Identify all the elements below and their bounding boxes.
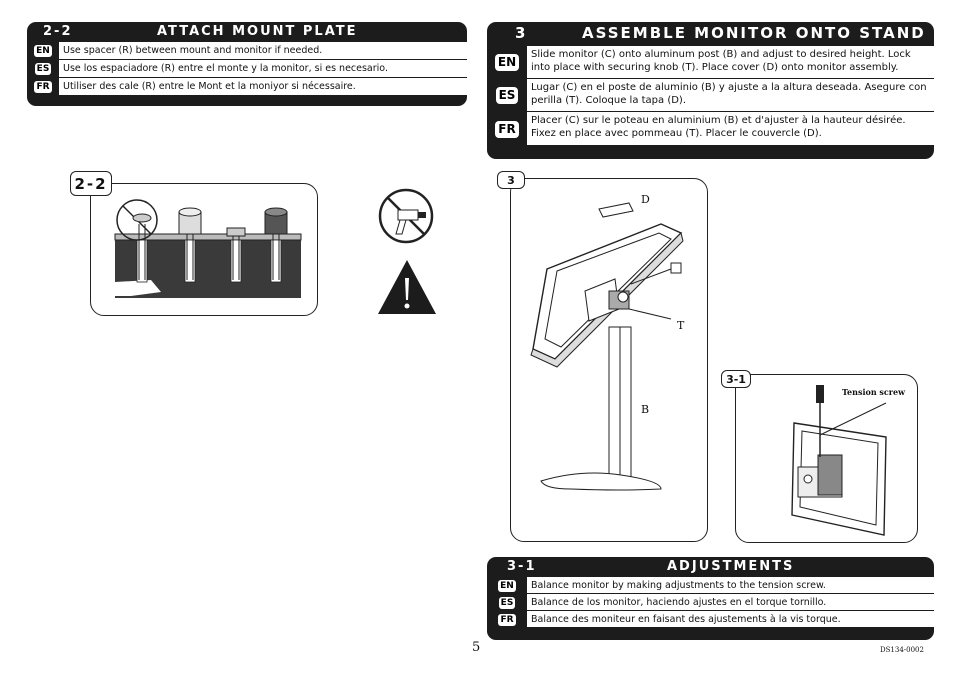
panel-header (487, 557, 934, 577)
lang-badge-fr: FR (495, 121, 518, 138)
instruction-text: Use los espaciadore (R) entre el monte y la monitor, si es necesario. (59, 60, 467, 78)
no-power-drill-icon (376, 186, 436, 246)
figure-3-label: 3 (497, 171, 525, 189)
instruction-text: Lugar (C) en el poste de aluminio (B) y ajuste a la altura deseada. Asegure con perilla (T). Coloque la tapa (D). (527, 79, 934, 112)
screw-spacer-illustration (91, 184, 319, 317)
lang-badge-fr: FR (36, 82, 50, 92)
instruction-text: Balance de los monitor, haciendo ajustes en el torque tornillo. (527, 594, 934, 611)
figure-3-1-box (735, 374, 918, 543)
instruction-text: Use spacer (R) between mount and monitor if needed. (59, 42, 467, 60)
lang-badge-es: ES (496, 87, 519, 104)
lang-badge-fr: FR (500, 614, 514, 625)
figure-3-1-label: 3-1 (721, 370, 751, 388)
tension-screw-label: Tension screw (842, 387, 905, 397)
instruction-text: Slide monitor (C) onto aluminum post (B) and adjust to desired height. Lock into place with securing knob (T). Place cover (D) onto monitor assembly. (527, 46, 934, 79)
lang-badge-es: ES (500, 597, 514, 608)
label-b: B (641, 403, 650, 416)
document-code: DS134-0002 (880, 646, 924, 654)
lang-badge-en: EN (36, 46, 50, 56)
instruction-rows (487, 577, 934, 628)
lang-badge-es: ES (36, 64, 50, 74)
adjustments-panel (487, 557, 934, 640)
figure-3-box (510, 178, 708, 542)
attach-mount-plate-panel (27, 22, 467, 106)
assemble-monitor-panel (487, 22, 934, 159)
panel-header (487, 22, 934, 46)
label-d: D (641, 193, 650, 206)
instruction-rows (27, 42, 467, 96)
instruction-text: Placer (C) sur le poteau en aluminium (B) et d'ajuster à la hauteur désirée. Fixez en place avec pommeau (T). Placer le couvercle (D). (527, 112, 934, 146)
monitor-stand-illustration (511, 179, 709, 543)
panel-title: ASSEMBLE MONITOR ONTO STAND (582, 24, 926, 42)
instruction-row-fr (487, 611, 934, 628)
instruction-row-es (27, 60, 467, 78)
tension-screw-illustration (736, 375, 919, 544)
warning-triangle-icon (376, 258, 438, 316)
instruction-rows (487, 46, 934, 146)
instruction-row-en (27, 42, 467, 60)
panel-header (27, 22, 467, 42)
instruction-text: Balance monitor by making adjustments to the tension screw. (527, 577, 934, 594)
lang-badge-en: EN (500, 580, 514, 591)
instruction-row-es (487, 79, 934, 112)
instruction-row-en (487, 46, 934, 79)
step-number: 2-2 (43, 24, 73, 39)
panel-title: ATTACH MOUNT PLATE (157, 24, 358, 39)
step-number: 3-1 (507, 559, 537, 574)
instruction-text: Balance des moniteur en faisant des ajustements à la vis torque. (527, 611, 934, 628)
instruction-row-fr (27, 78, 467, 96)
label-t: T (677, 319, 685, 332)
instruction-row-es (487, 594, 934, 611)
figure-2-2-box (90, 183, 318, 316)
step-number: 3 (515, 24, 528, 42)
page-number: 5 (472, 640, 481, 655)
lang-badge-en: EN (495, 54, 519, 71)
instruction-row-fr (487, 112, 934, 146)
figure-2-2-label: 2-2 (70, 171, 112, 196)
panel-title: ADJUSTMENTS (667, 559, 795, 574)
instruction-row-en (487, 577, 934, 594)
instruction-text: Utiliser des cale (R) entre le Mont et la moniyor si nécessaire. (59, 78, 467, 96)
